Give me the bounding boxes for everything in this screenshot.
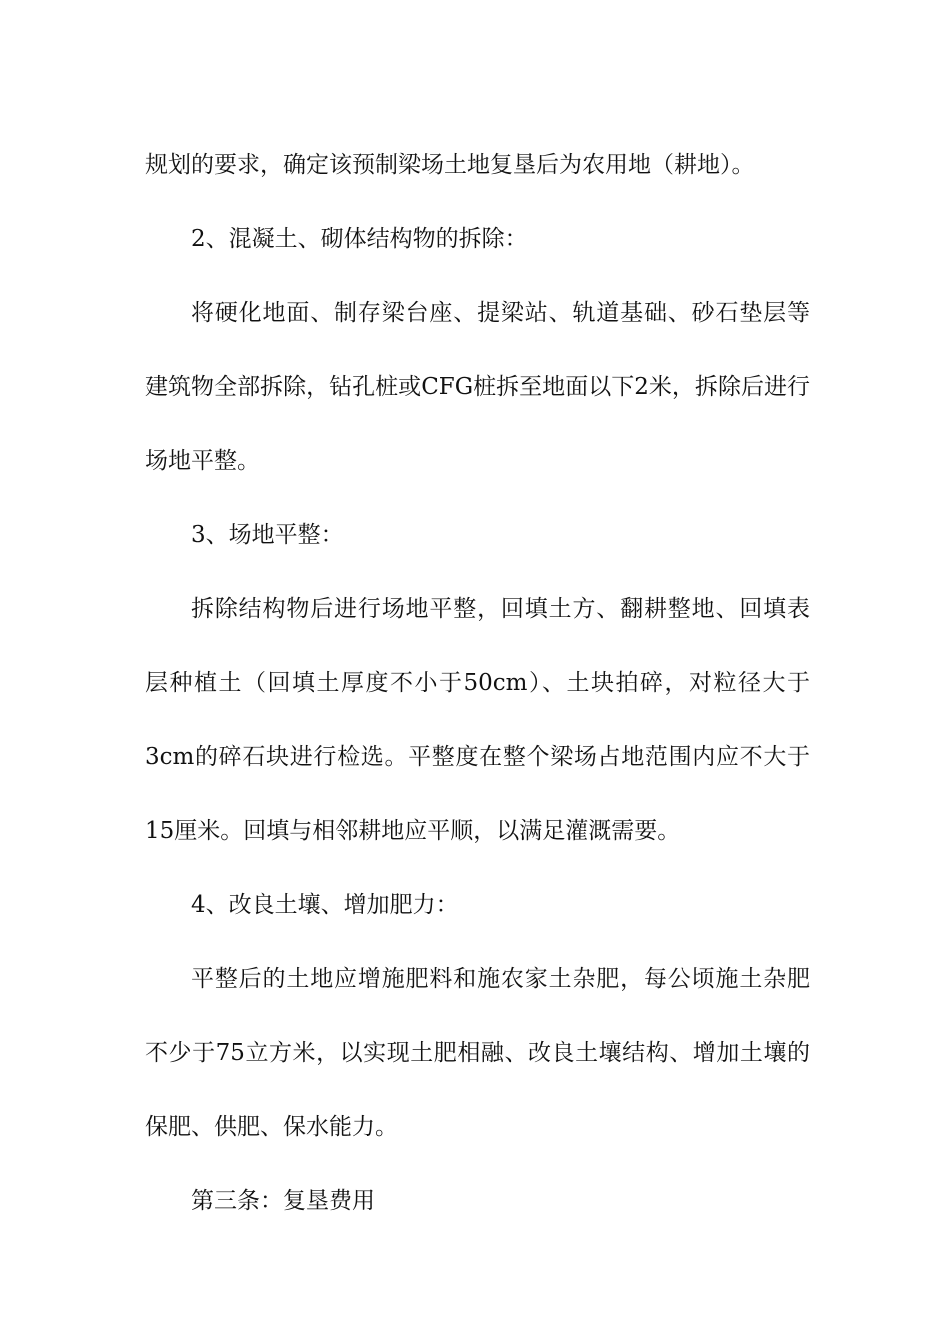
paragraph-leveling: 拆除结构物后进行场地平整，回填土方、翻耕整地、回填表层种植土（回填土厚度不小于50cm）、土块拍碎，对粒径大于3cm的碎石块进行检选。平整度在整个梁场占地范围内应不大于15厘米。回填与相邻耕地应平顺，以满足灌溉需要。 [145, 596, 810, 844]
paragraph-continuation: 规划的要求，确定该预制梁场土地复垦后为农用地（耕地）。 [145, 152, 755, 178]
section-heading-2: 2、混凝土、砌体结构物的拆除： [191, 226, 528, 252]
section-heading-4: 4、改良土壤、增加肥力： [191, 892, 459, 918]
paragraph-soil-improvement: 平整后的土地应增施肥料和施农家土杂肥，每公顷施土杂肥不少于75立方米，以实现土肥相融、改良土壤结构、增加土壤的保肥、供肥、保水能力。 [145, 966, 810, 1140]
paragraph-demolition: 将硬化地面、制存梁台座、提梁站、轨道基础、砂石垫层等建筑物全部拆除，钻孔桩或CFG桩拆至地面以下2米，拆除后进行场地平整。 [145, 300, 810, 474]
document-body [145, 128, 810, 1238]
article-heading-3: 第三条：复垦费用 [191, 1188, 375, 1214]
section-heading-3: 3、场地平整： [191, 522, 344, 548]
